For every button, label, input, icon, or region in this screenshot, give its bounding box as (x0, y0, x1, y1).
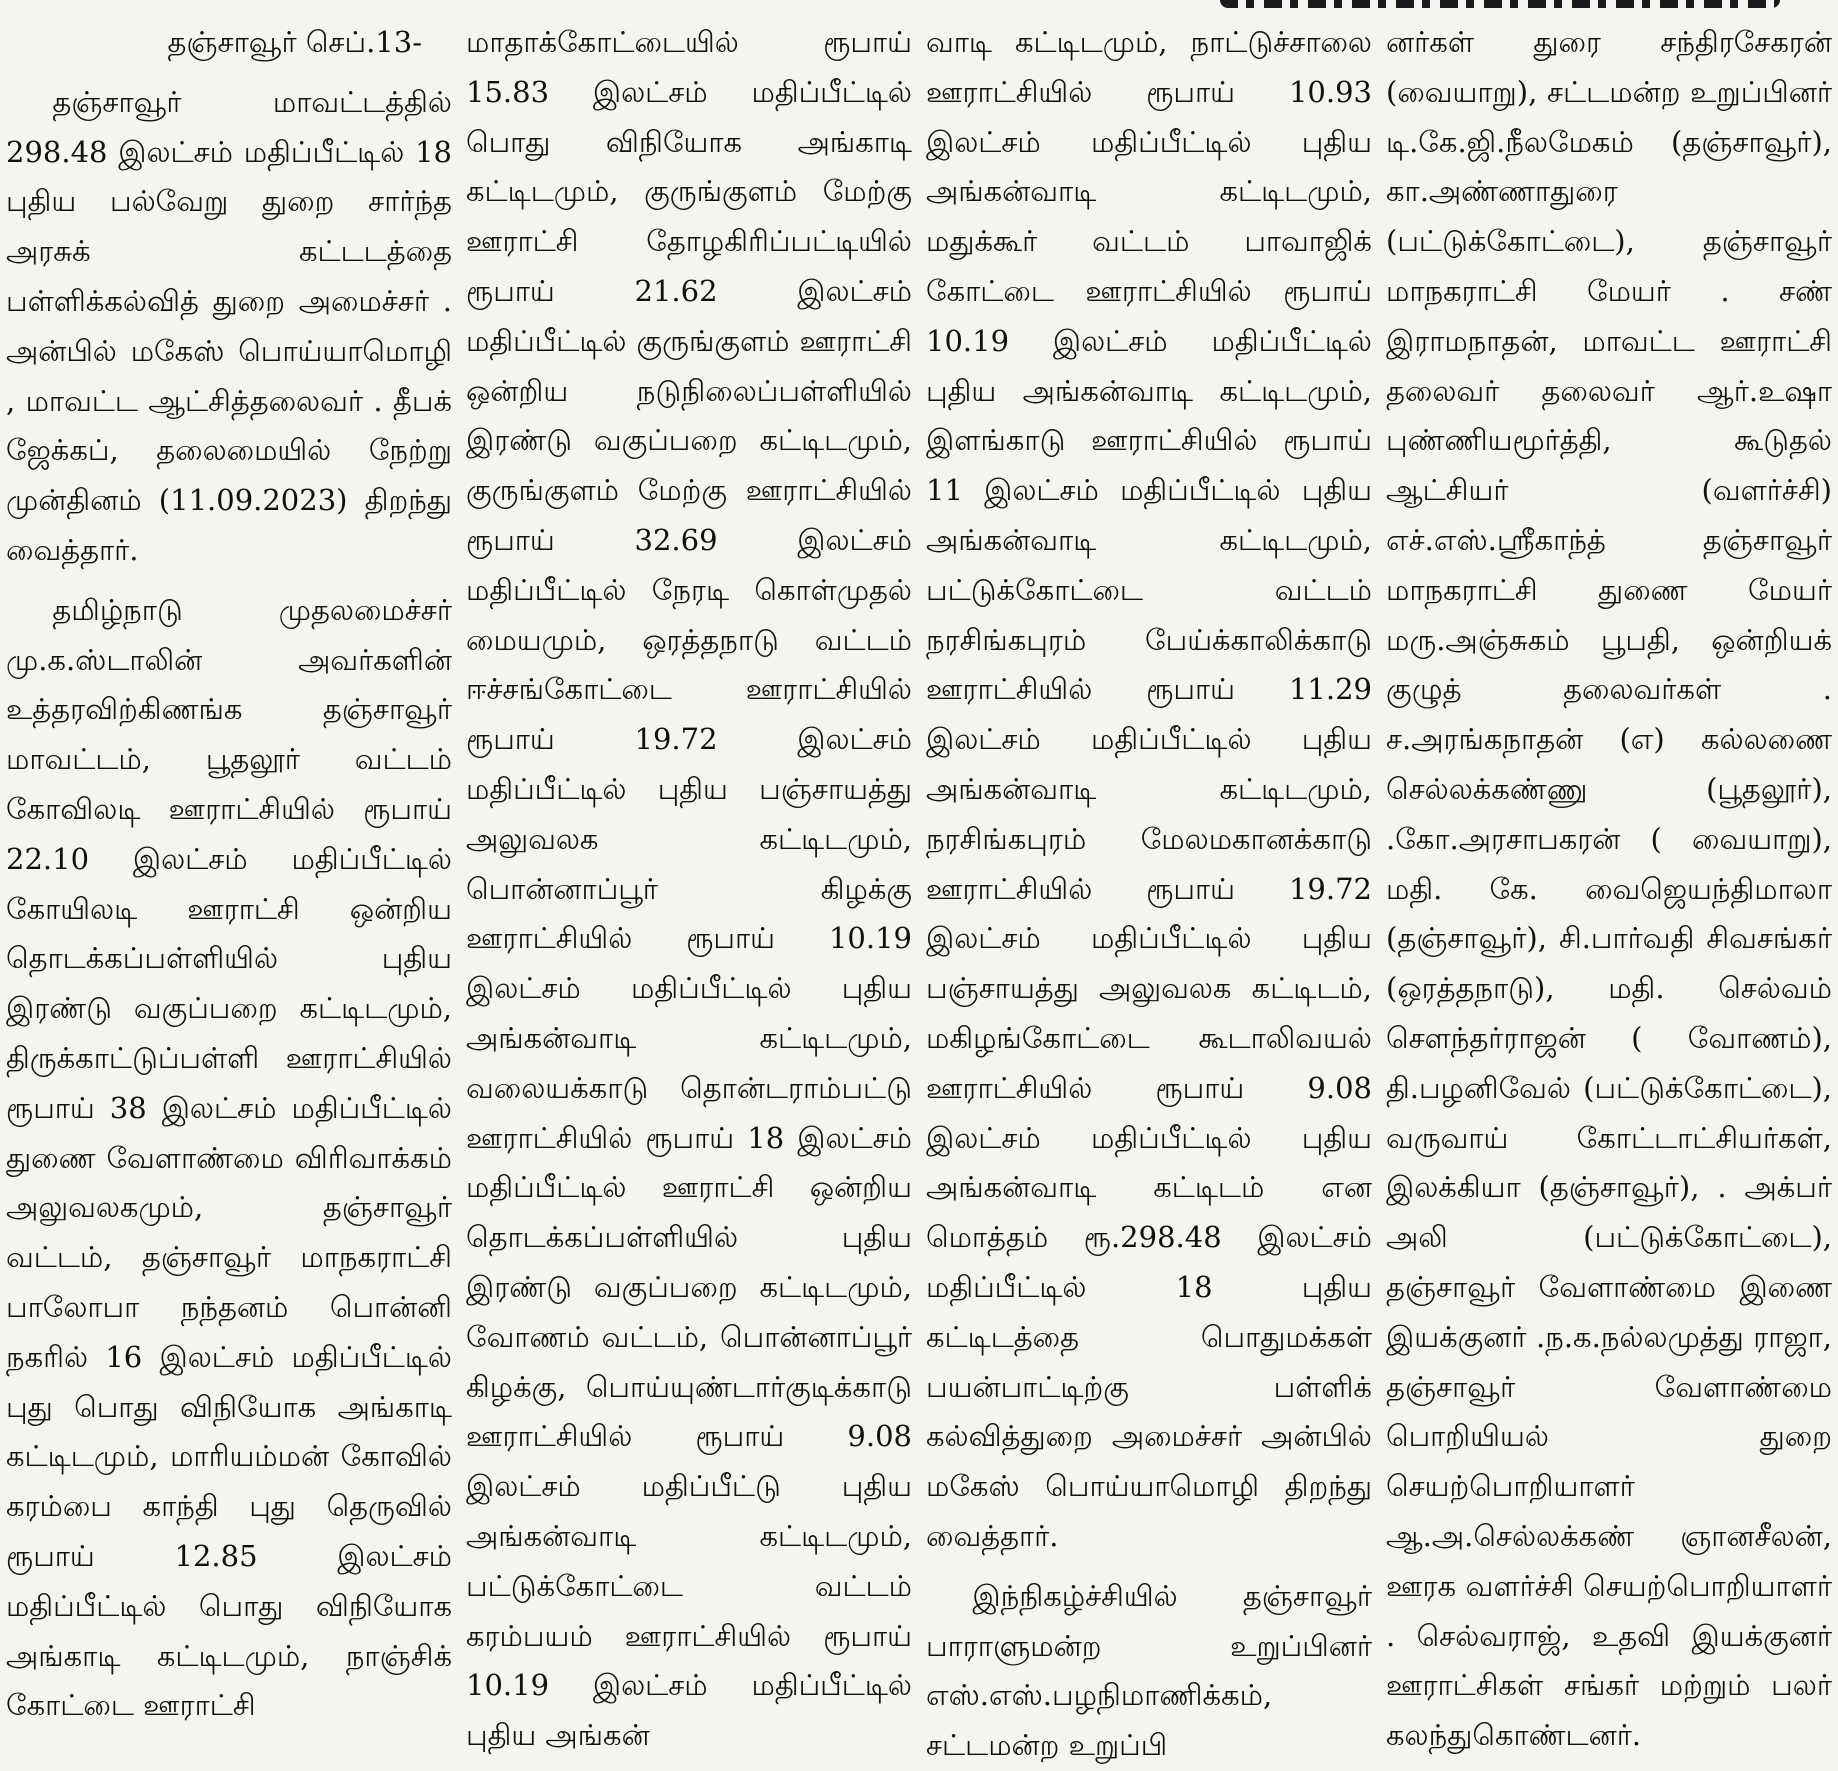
article-column-3 (926, 18, 1372, 1763)
body-paragraph: தமிழ்நாடு முதலமைச்சர் மு.க.ஸ்டாலின் அவர்களின் உத்தரவிற்கிணங்க தஞ்சாவூர் மாவட்டம், பூதலூர் வட்டம் கோவிலடி ஊராட்சியில் ரூபாய் 22.10 இலட்சம் மதிப்பீட்டில் கோயிலடி ஊராட்சி ஒன்றிய தொடக்கப்பள்ளியில் புதிய இரண்டு வகுப்பறை கட்டிடமும், திருக்காட்டுப்பள்ளி ஊராட்சியில் ரூபாய் 38 இலட்சம் மதிப்பீட்டில் துணை வேளாண்மை விரிவாக்கம் அலுவலகமும், தஞ்சாவூர் வட்டம், தஞ்சாவூர் மாநகராட்சி பாலோபா நந்தனம் பொன்னி நகரில் 16 இலட்சம் மதிப்பீட்டில் புது பொது விநியோக அங்காடி கட்டிடமும், மாரியம்மன் கோவில் கரம்பை காந்தி புது தெருவில் ரூபாய் 12.85 இலட்சம் மதிப்பீட்டில் பொது விநியோக அங்காடி கட்டிடமும், நாஞ்சிக் கோட்டை ஊராட்சி (6, 592, 452, 1723)
headline-ink-fragment (1220, 0, 1780, 8)
event-paragraph: இந்நிகழ்ச்சியில் தஞ்சாவூர் பாராளுமன்ற உறுப்பினர் எஸ்.எஸ்.பழநிமாணிக்கம், சட்டமன்ற உறுப்பி (926, 1578, 1372, 1763)
article-column-1 (6, 18, 452, 1723)
cropped-headline-fragment (1180, 0, 1838, 10)
lead-paragraph: தஞ்சாவூர் மாவட்டத்தில் 298.48 இலட்சம் மதிப்பீட்டில் 18 புதிய பல்வேறு துறை சார்ந்த அரசுக் கட்டடத்தை பள்ளிக்கல்வித் துறை அமைச்சர் . அன்பில் மகேஸ் பொய்யாமொழி , மாவட்ட ஆட்சித்தலைவர் . தீபக் ஜேக்கப், தலைமையில் நேற்று முன்தினம் (11.09.2023) திறந்து வைத்தார். (6, 84, 452, 567)
article-column-2 (466, 18, 912, 1753)
body-continuation: வாடி கட்டிடமும், நாட்டுச்சாலை ஊராட்சியில் ரூபாய் 10.93 இலட்சம் மதிப்பீட்டில் புதிய அங்கன்வாடி கட்டிடமும், மதுக்கூர் வட்டம் பாவாஜிக் கோட்டை ஊராட்சியில் ரூபாய் 10.19 இலட்சம் மதிப்பீட்டில் புதிய அங்கன்வாடி கட்டிடமும், இளங்காடு ஊராட்சியில் ரூபாய் 11 இலட்சம் மதிப்பீட்டில் புதிய அங்கன்வாடி கட்டிடமும், பட்டுக்கோட்டை வட்டம் நரசிங்கபுரம் பேய்க்காலிக்காடு ஊராட்சியில் ரூபாய் 11.29 இலட்சம் மதிப்பீட்டில் புதிய அங்கன்வாடி கட்டிடமும், நரசிங்கபுரம் மேலமகானக்காடு ஊராட்சியில் ரூபாய் 19.72 இலட்சம் மதிப்பீட்டில் புதிய பஞ்சாயத்து அலுவலக கட்டிடம், மகிழங்கோட்டை கூடாலிவயல் ஊராட்சியில் ரூபாய் 9.08 இலட்சம் மதிப்பீட்டில் புதிய அங்கன்வாடி கட்டிடம் என மொத்தம் ரூ.298.48 இலட்சம் மதிப்பீட்டில் 18 புதிய கட்டிடத்தை பொதுமக்கள் பயன்பாட்டிற்கு பள்ளிக் கல்வித்துறை அமைச்சர் அன்பில் மகேஸ் பொய்யாமொழி திறந்து வைத்தார். (926, 25, 1372, 1553)
dateline: தஞ்சாவூர் செப்.13- (167, 25, 422, 59)
article-columns (6, 18, 1832, 1763)
article-column-4 (1386, 18, 1832, 1753)
attendees-paragraph: னர்கள் துரை சந்திரசேகரன் (வையாறு), சட்டமன்ற உறுப்பினர் டி.கே.ஜி.நீலமேகம் (தஞ்சாவூர்), கா.அண்ணாதுரை (பட்டுக்கோட்டை), தஞ்சாவூர் மாநகராட்சி மேயர் . சண் இராமநாதன், மாவட்ட ஊராட்சி தலைவர் தலைவர் ஆர்.உஷா புண்ணியமூர்த்தி, கூடுதல் ஆட்சியர் (வளர்ச்சி) எச்.எஸ்.ஸ்ரீகாந்த் தஞ்சாவூர் மாநகராட்சி துணை மேயர் மரு.அஞ்சுகம் பூபதி, ஒன்றியக் குழுத் தலைவர்கள் . ச.அரங்கநாதன் (எ) கல்லணை செல்லக்கண்ணு (பூதலூர்), .கோ.அரசாபகரன் ( வையாறு), மதி. கே. வைஜெயந்திமாலா (தஞ்சாவூர்), சி.பார்வதி சிவசங்கர் (ஒரத்தநாடு), மதி. செல்வம் சௌந்தர்ராஜன் ( வோணம்), தி.பழனிவேல் (பட்டுக்கோட்டை), வருவாய் கோட்டாட்சியர்கள், இலக்கியா (தஞ்சாவூர்), . அக்பர் அலி (பட்டுக்கோட்டை), தஞ்சாவூர் வேளாண்மை இணை இயக்குனர் .ந.க.நல்லமுத்து ராஜா, தஞ்சாவூர் வேளாண்மை பொறியியல் துறை செயற்பொறியாளர் ஆ.அ.செல்லக்கண் ஞானசீலன், ஊரக வளர்ச்சி செயற்பொறியாளர் . செல்வராஜ், உதவி இயக்குனர் ஊராட்சிகள் சங்கர் மற்றும் பலர் கலந்துகொண்டனர். (1386, 25, 1832, 1753)
body-continuation: மாதாக்கோட்டையில் ரூபாய் 15.83 இலட்சம் மதிப்பீட்டில் பொது விநியோக அங்காடி கட்டிடமும், குருங்குளம் மேற்கு ஊராட்சி தோழகிரிப்பட்டியில் ரூபாய் 21.62 இலட்சம் மதிப்பீட்டில் குருங்குளம் ஊராட்சி ஒன்றிய நடுநிலைப்பள்ளியில் இரண்டு வகுப்பறை கட்டிடமும், குருங்குளம் மேற்கு ஊராட்சியில் ரூபாய் 32.69 இலட்சம் மதிப்பீட்டில் நேரடி கொள்முதல் மையமும், ஒரத்தநாடு வட்டம் ஈச்சங்கோட்டை ஊராட்சியில் ரூபாய் 19.72 இலட்சம் மதிப்பீட்டில் புதிய பஞ்சாயத்து அலுவலக கட்டிடமும், பொன்னாப்பூர் கிழக்கு ஊராட்சியில் ரூபாய் 10.19 இலட்சம் மதிப்பீட்டில் புதிய அங்கன்வாடி கட்டிடமும், வலையக்காடு தொன்டராம்பட்டு ஊராட்சியில் ரூபாய் 18 இலட்சம் மதிப்பீட்டில் ஊராட்சி ஒன்றிய தொடக்கப்பள்ளியில் புதிய இரண்டு வகுப்பறை கட்டிடமும், வோணம் வட்டம், பொன்னாப்பூர் கிழக்கு, பொய்யுண்டார்குடிக்காடு ஊராட்சியில் ரூபாய் 9.08 இலட்சம் மதிப்பீட்டு புதிய அங்கன்வாடி கட்டிடமும், பட்டுக்கோட்டை வட்டம் கரம்பயம் ஊராட்சியில் ரூபாய் 10.19 இலட்சம் மதிப்பீட்டில் புதிய அங்கன் (466, 25, 912, 1753)
